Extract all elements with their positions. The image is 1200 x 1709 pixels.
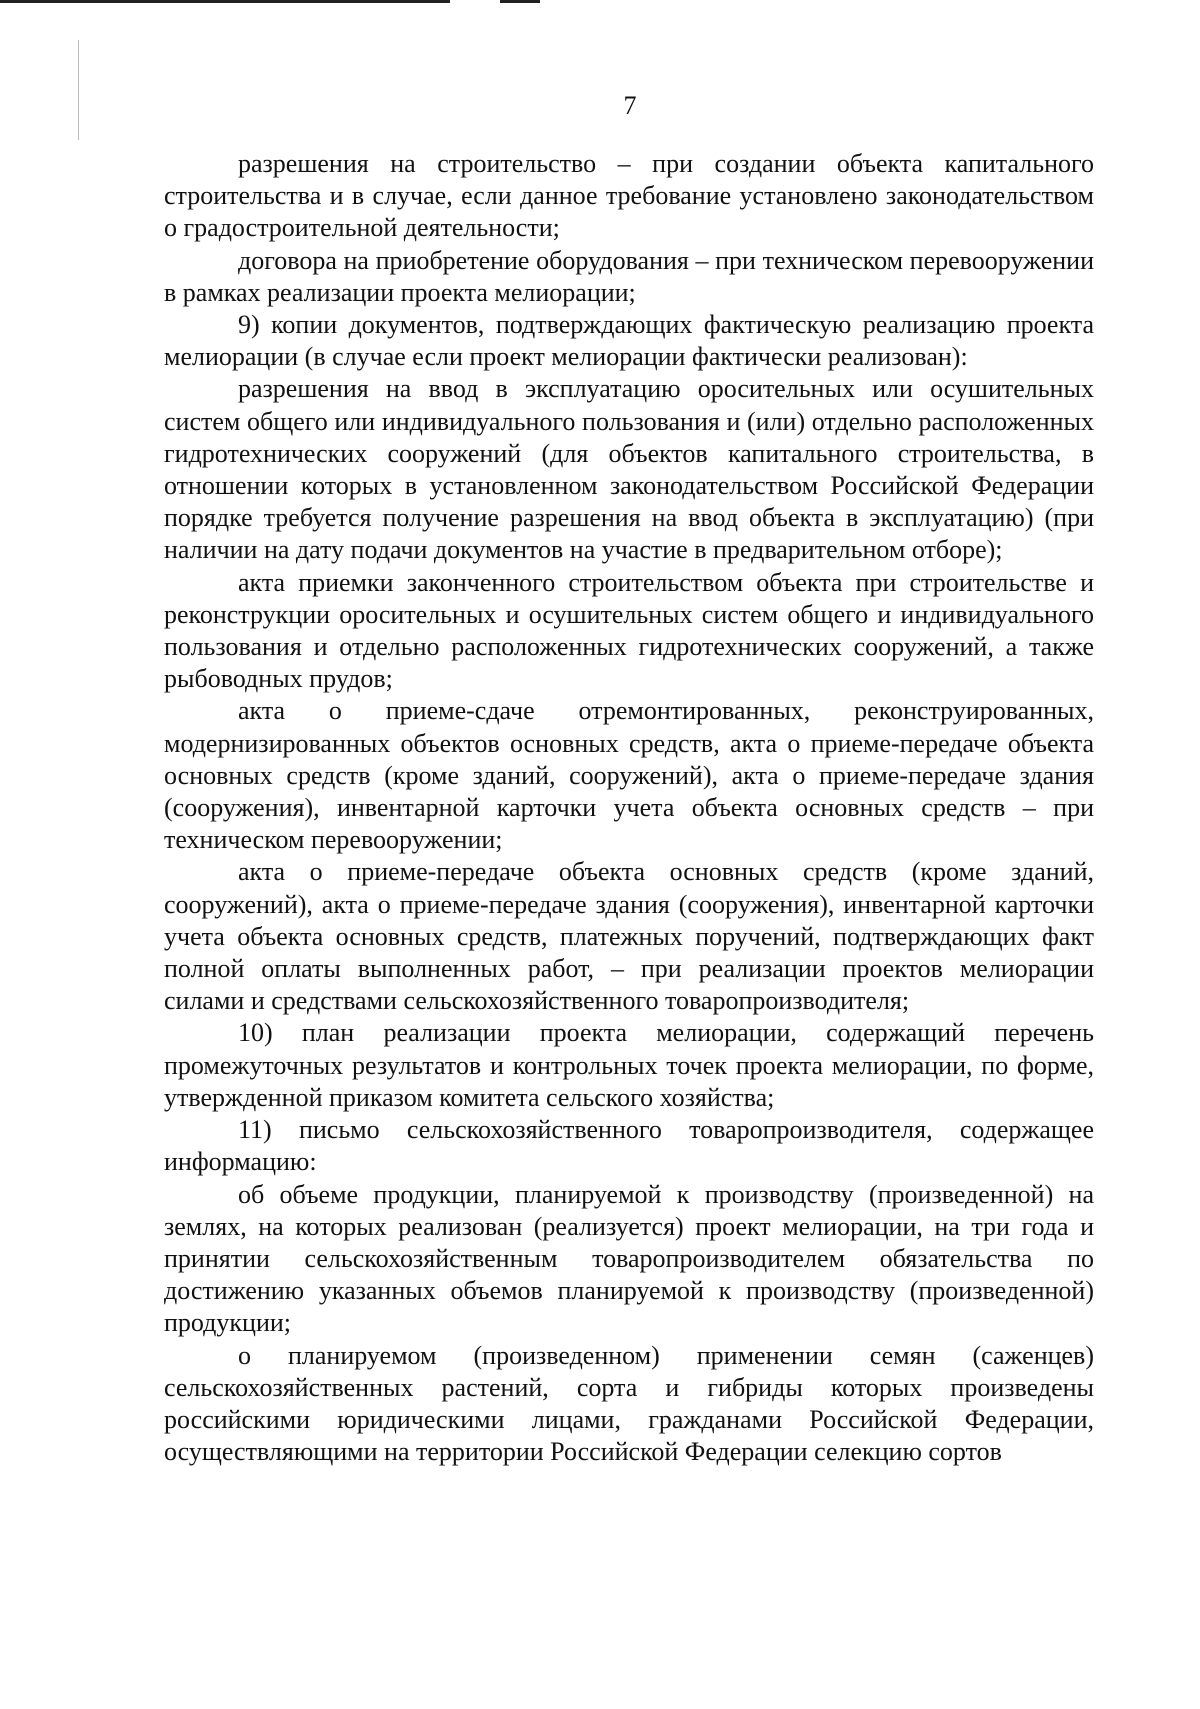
paragraph: акта приемки законченного строительством объекта при строительстве и реконструкции оросительных и осушительных систем общего и индивидуального пользования и отдельно расположенных гидротехнических сооружений, а также рыбоводных прудов; — [164, 567, 1094, 694]
paragraph: акта о приеме-передаче объекта основных средств (кроме зданий, сооружений), акта о приеме-передаче здания (сооружения), инвентарной карточки учета объекта основных средств, платежных поручений, подтверждающих факт полной оплаты выполненных работ, – при реализации проектов мелиорации силами и средствами сельскохозяйственного товаропроизводителя; — [164, 857, 1094, 1016]
page-number: 7 — [623, 91, 637, 120]
paragraph: договора на приобретение оборудования – при техническом перевооружении в рамках реализации проекта мелиорации; — [164, 245, 1094, 307]
paragraph: разрешения на строительство – при создании объекта капитального строительства и в случае, если данное требование установлено законодательством о градостроительной деятельности; — [164, 149, 1094, 243]
document-body — [164, 148, 1094, 1468]
paragraph: разрешения на ввод в эксплуатацию оросительных или осушительных систем общего или индивидуального пользования и (или) отдельно расположенных гидротехнических сооружений (для объектов капитального строительства, в отношении которых в установленном законодательством Российской Федерации порядке требуется получение разрешения на ввод объекта в эксплуатацию) (при наличии на дату подачи документов на участие в предварительном отборе); — [164, 374, 1094, 565]
paragraph: о планируемом (произведенном) применении семян (саженцев) сельскохозяйственных растений, сорта и гибриды которых произведены российскими юридическими лицами, гражданами Российской Федерации, осуществляющими на территории Российской Федерации селекцию сортов — [164, 1340, 1094, 1467]
scan-edge-line — [500, 0, 540, 3]
paragraph: акта о приеме-сдаче отремонтированных, реконструированных, модернизированных объектов основных средств, акта о приеме-передаче объекта основных средств (кроме зданий, сооружений), акта о приеме-передаче здания (сооружения), инвентарной карточки учета объекта основных средств – при техническом перевооружении; — [164, 696, 1094, 855]
paragraph: 10) план реализации проекта мелиорации, содержащий перечень промежуточных результатов и контрольных точек проекта мелиорации, по форме, утвержденной приказом комитета сельского хозяйства; — [164, 1018, 1094, 1112]
paragraph: 11) письмо сельскохозяйственного товаропроизводителя, содержащее информацию: — [164, 1115, 1094, 1177]
paragraph: 9) копии документов, подтверждающих фактическую реализацию проекта мелиорации (в случае если проект мелиорации фактически реализован): — [164, 310, 1094, 372]
scan-edge-line — [0, 0, 450, 3]
paragraph: об объеме продукции, планируемой к производству (произведенной) на землях, на которых реализован (реализуется) проект мелиорации, на три года и принятии сельскохозяйственным товаропроизводителем обязательства по достижению указанных объемов планируемой к производству (произведенной) продукции; — [164, 1179, 1094, 1338]
